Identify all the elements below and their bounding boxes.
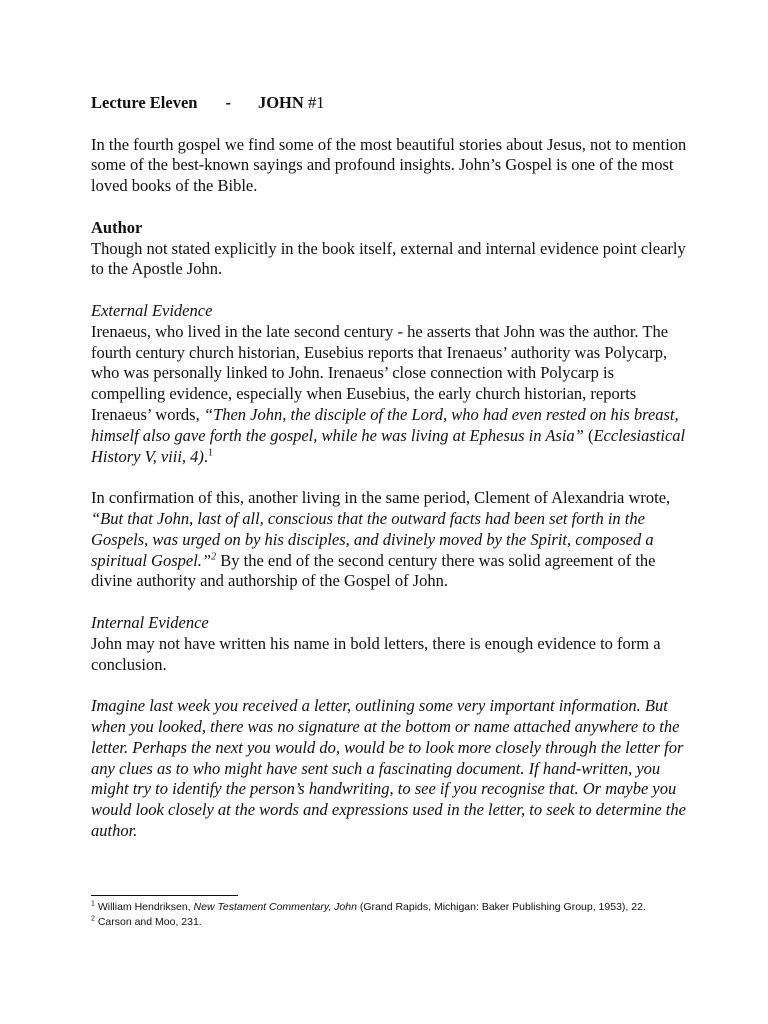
footnote-1-publication: (Grand Rapids, Michigan: Baker Publishing Group, 1953), 22. <box>356 901 646 913</box>
clement-quote: “But that John, last of all, conscious that the outward facts had been set forth in the Gospels, was urged on by his disciples, and divinely moved by the Spirit, composed a spiritual Gospel.” <box>91 508 654 570</box>
title-dash: - <box>225 93 231 112</box>
clement-paragraph <box>91 488 691 592</box>
footnote-2 <box>91 915 711 930</box>
letter-illustration-paragraph: Imagine last week you received a letter, outlining some very important information. But when you looked, there was no signature at the bottom or name attached anywhere to the letter. Perhaps the next you would do, would be to look more closely through the letter for any clues as to who might have sent such a fascinating document. If hand-written, you might try to identify the person’s handwriting, to see if you recognise that. Or maybe you would look closely at the words and expressions used in the letter, to seek to determine the author. <box>91 696 686 840</box>
lecture-number: #1 <box>307 93 325 112</box>
document-body <box>91 93 691 842</box>
reference-end: . <box>203 446 209 466</box>
author-paragraph: Though not stated explicitly in the book itself, external and internal evidence point clearly to the Apostle John. <box>91 238 686 279</box>
external-evidence-heading: External Evidence <box>91 300 213 320</box>
footnotes-section <box>91 895 711 930</box>
footnote-2-number: 2 <box>91 915 95 923</box>
footnote-1 <box>91 900 711 915</box>
footnote-1-work: New Testament Commentary, John <box>193 901 357 913</box>
author-heading: Author <box>91 217 143 237</box>
external-text: Irenaeus, who lived in the late second century - he asserts that John was the author. The fourth century church historian, Eusebius reports that Irenaeus’ authority was Polycarp, who was personally linked to John. Irenaeus’ close connection with Polycarp is compelling evidence, especially when Eusebius, the early church historian, reports Irenaeus’ words, <box>91 321 669 424</box>
intro-paragraph: In the fourth gospel we find some of the most beautiful stories about Jesus, not to mention some of the best-known sayings and profound insights. John’s Gospel is one of the most loved books of the Bible. <box>91 134 687 196</box>
footnote-1-number: 1 <box>91 900 95 908</box>
book-name: JOHN <box>257 93 304 112</box>
lecture-label: Lecture Eleven <box>91 93 198 112</box>
clement-conclusion: By the end of the second century there was solid agreement of the divine authority and authorship of the Gospel of John. <box>91 550 656 591</box>
clement-text: In confirmation of this, another living in the same period, Clement of Alexandria wrote, <box>91 488 671 508</box>
footnote-2-text: Carson and Moo, 231. <box>97 916 202 928</box>
footnote-separator <box>91 895 238 896</box>
ecclesiastical-history-reference: Ecclesiastical History V, viii, 4) <box>91 425 686 466</box>
footnote-marker-1[interactable]: 1 <box>208 447 214 459</box>
reference-open: ( <box>583 425 594 445</box>
lecture-title <box>91 93 691 114</box>
internal-evidence-heading: Internal Evidence <box>91 612 209 632</box>
footnote-1-author: William Hendriksen, <box>97 901 194 913</box>
external-evidence-paragraph <box>91 322 691 468</box>
internal-evidence-paragraph: John may not have written his name in bold letters, there is enough evidence to form a conclusion. <box>91 633 661 674</box>
footnote-marker-2[interactable]: 2 <box>211 551 217 563</box>
irenaeus-quote: “Then John, the disciple of the Lord, who had even rested on his breast, himself also gave forth the gospel, while he was living at Ephesus in Asia” <box>91 404 679 445</box>
